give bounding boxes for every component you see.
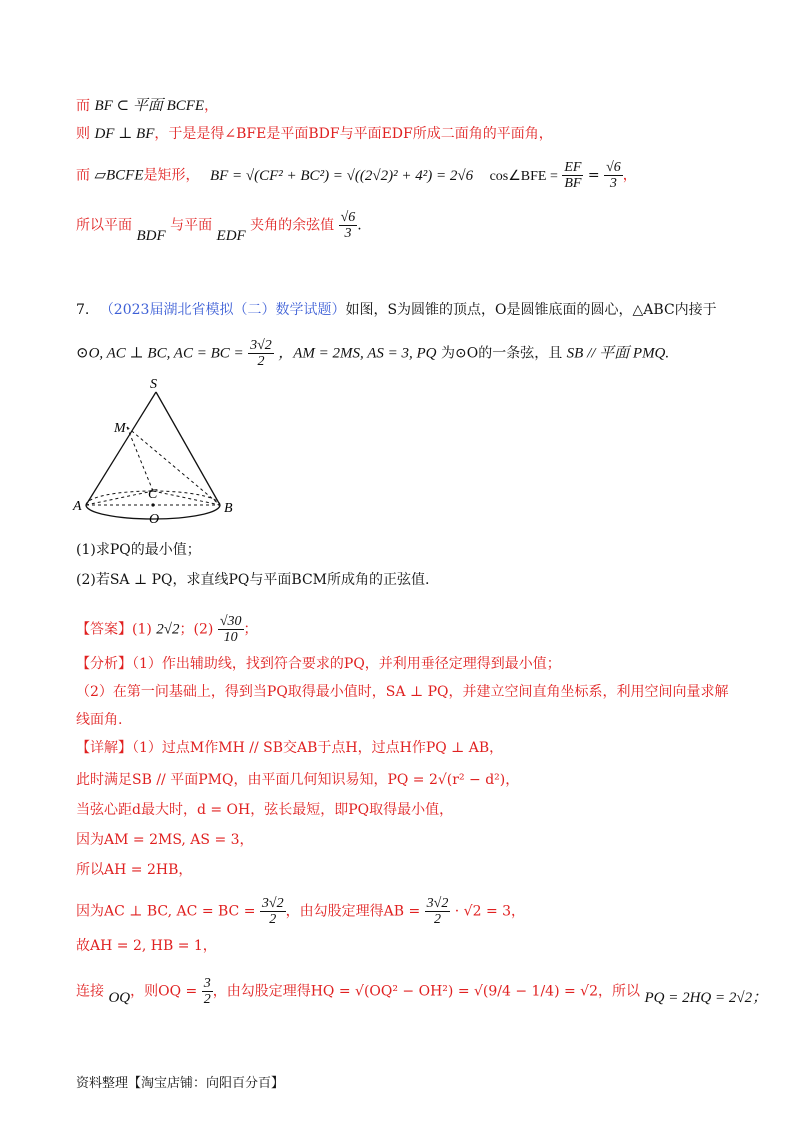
solution-line-3: 而 ▱BCFE是矩形， BF = √(CF² + BC²) = √((2√2)² + 4²) = 2√6 cos∠BFE = $\frac{EF}{BF}$ = $\frac{√6}{3}$ ， [76,160,637,191]
fraction-answer-cos: $\frac{√6}{3}$ [340,210,356,241]
question-2: (2)若SA ⊥ PQ，求直线PQ与平面BCM所成角的正弦值. [76,572,430,588]
solution-line-4: 所以平面 BDF 与平面 EDF 夹角的余弦值 $\frac{√6}{3}$ . [76,210,362,244]
solution-line-1: 而 BF ⊂ 平面 BCFE， [76,98,219,114]
page-footer: 资料整理【淘宝店铺：向阳百分百】 [76,1076,285,1091]
answer-line: 【答案】(1) 2√2；(2) $\frac{√30}{10}$ ； [76,614,258,645]
detail-line-2: 此时满足SB // 平面PMQ，由平面几何知识易知，PQ = 2√(r² − d²)， [76,772,520,788]
label-a: A [73,499,82,514]
detail-line-7: 故AH = 2, HB = 1， [76,938,217,954]
question-1: (1)求PQ的最小值； [76,542,201,558]
analysis-label: 【分析】 [76,656,132,672]
label-b: B [224,501,233,516]
label-o: O [149,512,160,527]
fraction-3sqrt2-2: $\frac{3√2}{2}$ [250,338,272,369]
detail-line-3: 当弦心距d最大时，d = OH，弦长最短，即PQ取得最小值， [76,802,454,818]
analysis-line-1: 【分析】（1）作出辅助线，找到符合要求的PQ，并利用垂径定理得到最小值； [76,656,561,672]
problem-7-header: 7. （2023届湖北省模拟（二）数学试题）如图，S为圆锥的顶点，O是圆锥底面的圆心，△ABC内接于 [76,302,717,318]
detail-line-5: 所以AH = 2HB， [76,862,193,878]
fraction-ef-bf: $\frac{EF}{BF}$ [564,160,582,191]
label-s: S [150,377,157,392]
segment-mc [127,427,153,491]
detail-line-6: 因为AC ⊥ BC, AC = BC = $\frac{3√2}{2}$ ，由勾股定理得AB = $\frac{3√2}{2}$ · √2 = 3， [76,896,526,927]
edge-sb [156,392,220,505]
center-o [151,503,154,506]
label-c: C [148,487,158,502]
analysis-line-3: 线面角. [76,712,123,728]
detail-line-1: 【详解】（1）过点M作MH // SB交AB于点H，过点H作PQ ⊥ AB， [76,740,504,756]
fraction-sqrt6-3: $\frac{√6}{3}$ [606,160,621,191]
detail-label: 【详解】 [76,740,132,756]
label-m: M [114,421,126,436]
answer-label: 【答案】 [76,621,132,638]
problem-7-conditions: ⊙O, AC ⊥ BC, AC = BC = $\frac{3√2}{2}$ ，AM = 2MS, AS = 3, PQ 为⊙O的一条弦，且 SB // 平面 PMQ. [76,338,670,369]
fraction-sqrt30-10: $\frac{√30}{10}$ [219,614,242,645]
edge-sa [86,392,156,505]
detail-line-8: 连接 OQ，则OQ = $\frac{3}{2}$ ，由勾股定理得HQ = √(OQ² − OH²) = √(9/4 − 1/4) = √2，所以 PQ = 2HQ = 2√2； [76,976,768,1007]
solution-line-2: 则 DF ⊥ BF，于是是得∠BFE是平面BDF与平面EDF所成二面角的平面角， [76,126,553,142]
analysis-line-2: （2）在第一问基础上，得到当PQ取得最小值时，SA ⊥ PQ，并建立空间直角坐标系，利用空间向量求解 [76,684,729,700]
detail-line-4: 因为AM = 2MS, AS = 3， [76,832,254,848]
cone-figure [70,370,250,530]
